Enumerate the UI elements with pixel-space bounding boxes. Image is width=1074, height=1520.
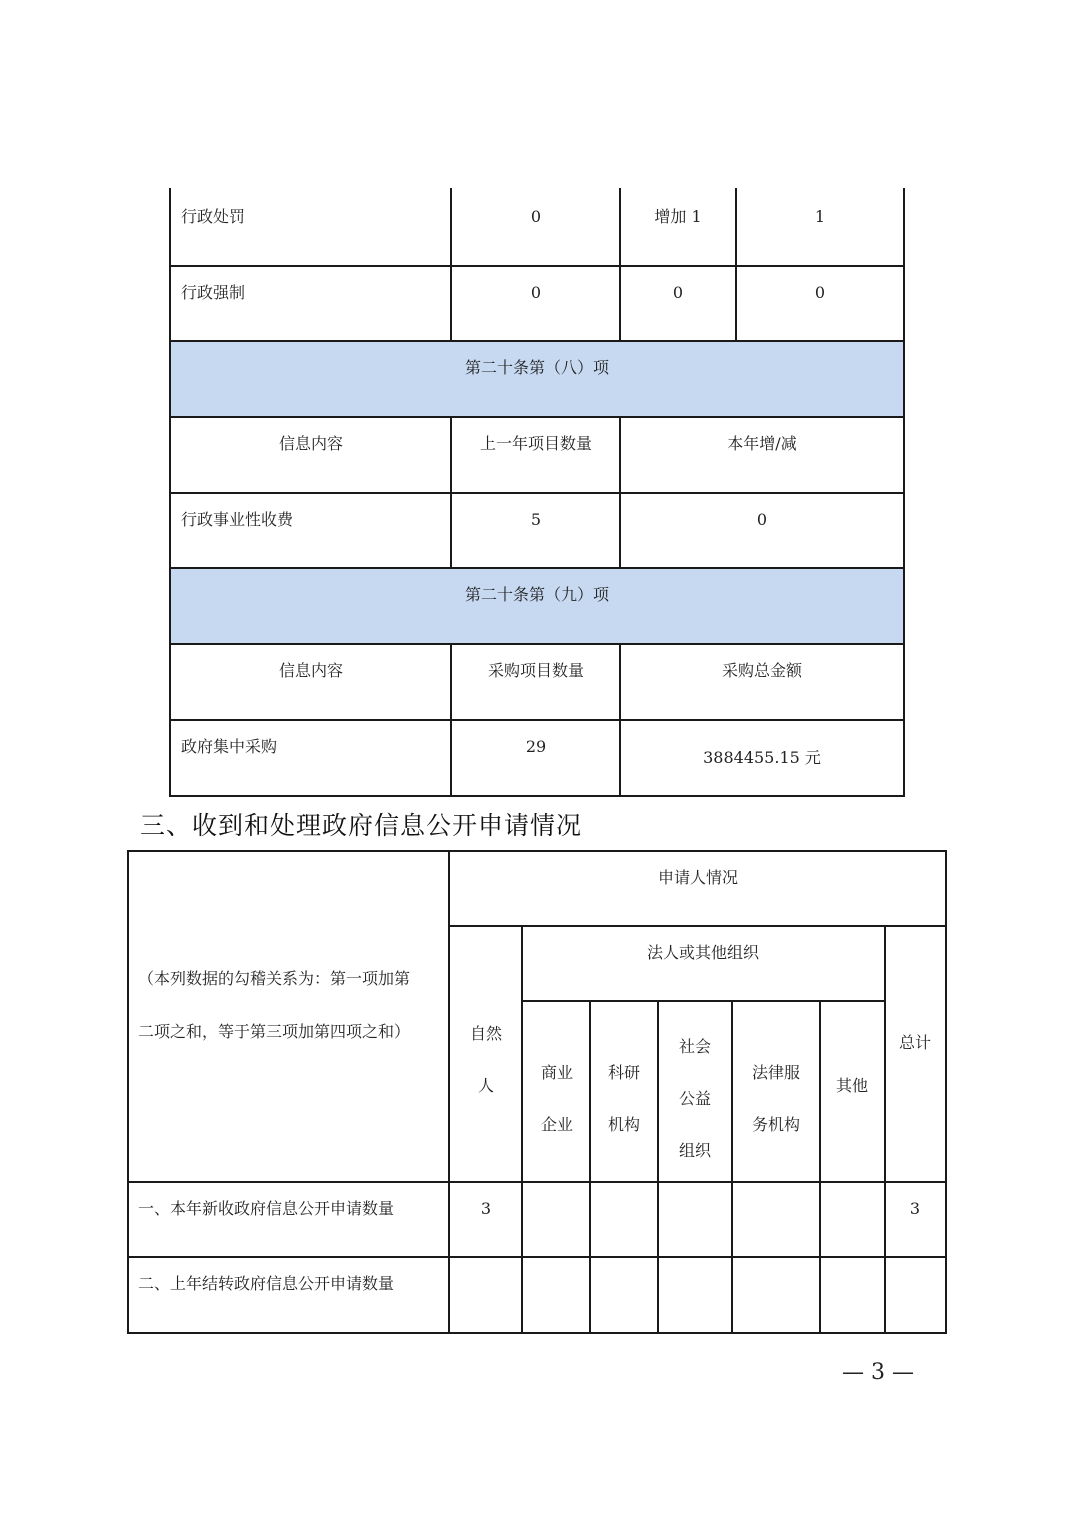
t1-hline [169, 643, 905, 645]
section9-title: 第二十条第（九）项 [464, 585, 610, 604]
column-header: 信息内容 [278, 434, 344, 453]
total-header: 总计 [898, 1033, 932, 1052]
t2-vline [521, 925, 523, 1334]
row-label: 二、上年结转政府信息公开申请数量 [138, 1274, 395, 1293]
social-org-header [679, 1021, 711, 1177]
header-line: 其他 [835, 1076, 869, 1095]
t2-vline [657, 1000, 659, 1334]
t1-vline [450, 643, 452, 796]
cell-value: 0 [756, 510, 768, 529]
header-line: 法律服 [751, 1063, 801, 1082]
section-heading: 三、收到和处理政府信息公开申请情况 [140, 811, 583, 840]
t1-hline [169, 340, 905, 342]
t2-hline [127, 1256, 947, 1258]
t1-hline [169, 567, 905, 569]
section8-header-fill [170, 342, 904, 417]
column-header: 采购总金额 [721, 661, 803, 680]
applicant-header: 申请人情况 [657, 868, 739, 887]
legal-org-header: 法人或其他组织 [646, 943, 760, 962]
t2-top-border [127, 850, 947, 852]
t2-vline [589, 1000, 591, 1334]
row-label: 行政强制 [181, 283, 246, 302]
t1-hline [169, 416, 905, 418]
page-number: — 3 — [842, 1360, 914, 1385]
note-line-2: 二项之和，等于第三项加第四项之和） [138, 1022, 411, 1041]
t1-vline [619, 188, 621, 341]
t1-vline [619, 643, 621, 796]
column-header: 上一年项目数量 [479, 434, 593, 453]
cell-value: 0 [530, 207, 542, 226]
t1-hline [169, 492, 905, 494]
total-value: 3 [909, 1199, 921, 1218]
natural-person-header [470, 1008, 502, 1112]
section8-title: 第二十条第（八）项 [464, 358, 610, 377]
row-label: 行政事业性收费 [181, 510, 294, 529]
t1-vline [735, 188, 737, 341]
row-label: 政府集中采购 [181, 737, 278, 756]
column-header: 采购项目数量 [487, 661, 585, 680]
t2-right-border [945, 850, 947, 1334]
cell-value: 29 [525, 737, 547, 756]
header-line: 商业 [540, 1063, 574, 1082]
header-line: 社会 [678, 1037, 712, 1056]
t1-hline [169, 719, 905, 721]
column-header: 信息内容 [278, 661, 344, 680]
cell-value: 0 [814, 283, 826, 302]
t2-vline [819, 1000, 821, 1334]
t1-vline [619, 416, 621, 568]
research-header [608, 1047, 640, 1151]
other-header [836, 1073, 868, 1096]
cell-value: 增加 1 [654, 207, 702, 226]
t1-vline [450, 188, 452, 341]
t2-left-border [127, 850, 129, 1334]
header-line: 企业 [540, 1115, 574, 1134]
cell-value: 1 [814, 207, 826, 226]
natural-value: 3 [480, 1199, 492, 1218]
note-line-1: （本列数据的勾稽关系为：第一项加第 [138, 969, 411, 988]
t2-bottom-border [127, 1332, 947, 1334]
header-line: 科研 [607, 1063, 641, 1082]
t2-vline [448, 850, 450, 1334]
business-header [541, 1047, 573, 1151]
cell-value: 0 [672, 283, 684, 302]
t1-hline [169, 795, 905, 797]
header-line: 务机构 [751, 1115, 801, 1134]
t1-hline [169, 265, 905, 267]
cell-value: 3884455.15 元 [703, 748, 821, 767]
t2-hline [522, 1000, 886, 1002]
header-line: 组织 [678, 1141, 712, 1160]
header-line: 公益 [678, 1089, 712, 1108]
header-line: 自然 [469, 1024, 503, 1043]
header-line: 人 [477, 1076, 495, 1095]
t1-vline [450, 416, 452, 568]
t2-vline [884, 925, 886, 1334]
header-line: 机构 [607, 1115, 641, 1134]
legal-service-header [752, 1047, 800, 1151]
t2-hline [449, 925, 947, 927]
t2-hline [127, 1181, 947, 1183]
section9-header-fill [170, 569, 904, 644]
cell-value: 5 [530, 510, 542, 529]
cell-value: 0 [530, 283, 542, 302]
row-label: 行政处罚 [181, 207, 246, 226]
column-header: 本年增/减 [727, 434, 797, 453]
t2-vline [731, 1000, 733, 1334]
row-label: 一、本年新收政府信息公开申请数量 [138, 1199, 395, 1218]
